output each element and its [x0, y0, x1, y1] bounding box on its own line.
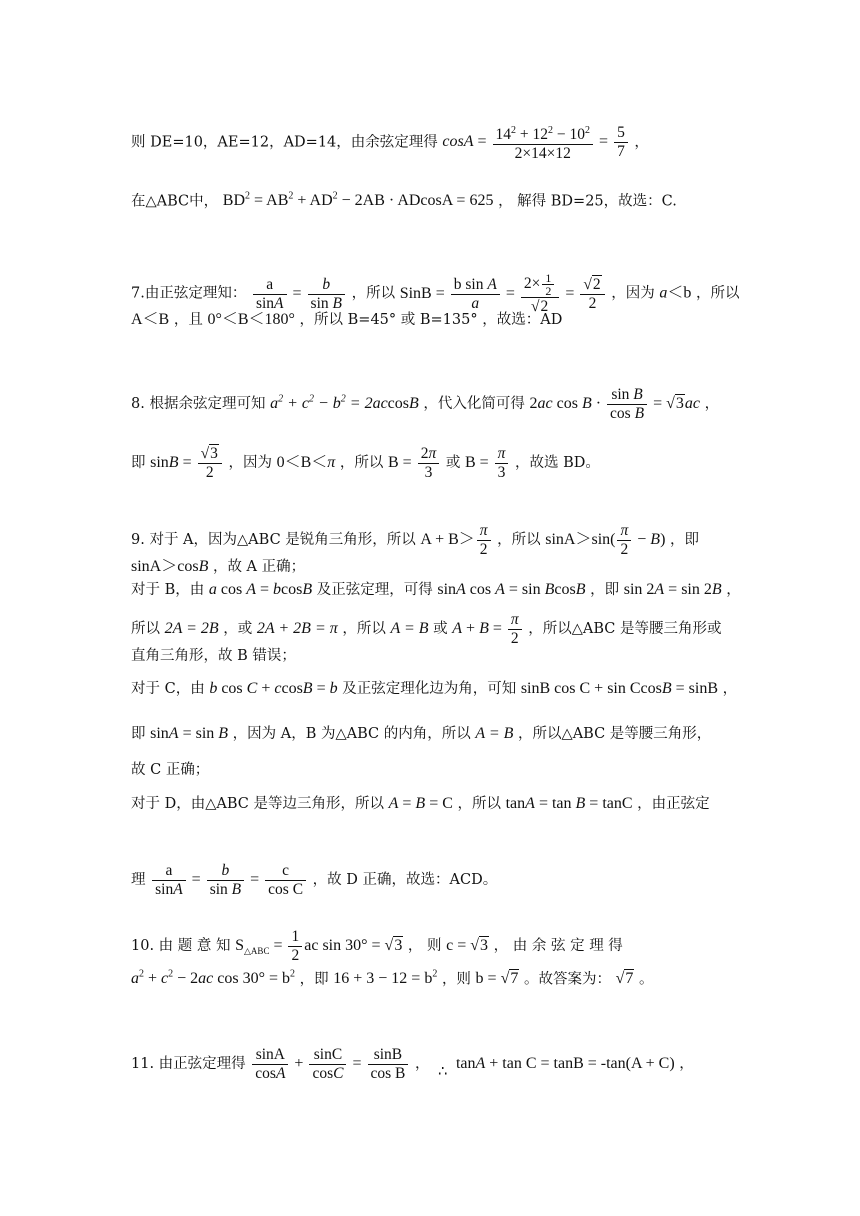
- text: ， 由 余 弦 定 理 得: [493, 938, 623, 955]
- text: ，: [722, 681, 738, 697]
- text: 则 DE=10，AE=12，AD=14，由余弦定理得: [131, 134, 438, 151]
- solution-line-1: [131, 122, 730, 163]
- text: ，或: [223, 621, 253, 638]
- text: 对于 D，由△ABC 是等边三角形，所以: [131, 796, 384, 812]
- text: ，即: [590, 582, 620, 598]
- formula-sinA-gt: sinA＞sin( $\frac{\pi}{2}$ − B): [545, 522, 666, 558]
- solution-line-9: [131, 580, 741, 600]
- formula-2A-plus-2B: 2A + 2B = π: [256, 620, 338, 638]
- formula-area: $S_{\triangle ABC}$ = $\frac{1}{2}$ ac sin 30° = √3: [235, 928, 403, 964]
- solution-line-15: [131, 794, 730, 814]
- text: 8. 根据余弦定理可知: [131, 396, 266, 413]
- text: ，所以 B=45° 或 B=135° ，故选：AD: [299, 312, 563, 328]
- text: 。: [638, 971, 654, 988]
- text: ， 则: [407, 938, 442, 955]
- text: 10. 由 题 意 知: [131, 938, 231, 955]
- text: 及正弦定理化边为角，可知: [342, 681, 517, 697]
- solution-line-16: [131, 862, 730, 899]
- formula-B-range: 0°＜B＜180°: [207, 311, 295, 328]
- text: 对于 C，由: [131, 681, 205, 697]
- text: ，: [704, 396, 720, 413]
- formula-cosA: cosA = $\frac{14^2 + 12^2 - 10^2}{2\times 14\times 12}$ = $\frac{5}{7}$: [442, 133, 629, 150]
- text: ， 解得 BD=25，故选：C.: [498, 193, 677, 210]
- text: 9. 对于 A，因为△ABC 是锐角三角形，所以: [131, 532, 416, 549]
- formula-16: $16 + 3 - 12 = b^2$: [333, 969, 438, 988]
- solution-line-14: [131, 760, 730, 780]
- formula-sinBcosC: sinB cos C + sin CcosB = sinB: [520, 680, 719, 697]
- solution-line-17: [131, 928, 730, 965]
- solution-line-7: [131, 522, 730, 559]
- formula-sin2A: sin 2A = sin 2B: [623, 581, 722, 598]
- text: 在△ABC中，: [131, 193, 219, 210]
- text: ，且: [173, 312, 203, 328]
- solution-line-13: [131, 724, 730, 744]
- formula-sinB-val: sinB = $\frac{√3}{2}$: [150, 454, 224, 471]
- solution-line-10: [131, 611, 730, 648]
- text: ，由正弦定: [637, 796, 710, 812]
- formula-cos-law: $a^2 + c^2 - b^2 = 2accosB$: [270, 393, 419, 413]
- formula-bcosC: b cos C + ccosB = b: [209, 680, 338, 697]
- formula-A-plus-B: A + B = $\frac{\pi}{2}$: [452, 620, 523, 637]
- text: 直角三角形，故 B 错误；: [131, 648, 296, 664]
- text: ，所以: [695, 285, 740, 302]
- formula-B-pi3: B = $\frac{\pi}{3}$: [465, 454, 510, 471]
- formula-sinA-sinB: sinA = sin B: [150, 725, 229, 742]
- text: ，因为: [228, 455, 272, 472]
- formula-c: c = √3: [446, 937, 489, 955]
- text: ，则: [441, 971, 471, 988]
- text: ，即: [299, 971, 329, 988]
- text: ，所以: [497, 532, 541, 549]
- text: ，故 D 正确，故选：ACD。: [312, 872, 498, 889]
- solution-line-19: [131, 1046, 730, 1083]
- text: ，所以: [457, 796, 501, 812]
- formula-A-lt-B: A＜B: [131, 311, 170, 328]
- text: 7.由正弦定理知：: [131, 285, 247, 302]
- formula-acosA: a cos A = bcosB: [208, 581, 313, 598]
- text: 即: [131, 726, 146, 742]
- text: ，所以△ABC 是等腰三角形，: [518, 726, 712, 742]
- text: 故 C 正确；: [131, 762, 210, 778]
- text: ，: [634, 134, 649, 151]
- text: 即: [131, 455, 146, 472]
- text: ，: [679, 1056, 694, 1073]
- formula-sine-law: $\frac{a}{\sin A}$ = $\frac{b}{\text{sin B}}$: [251, 285, 347, 302]
- formula-answer: √7: [615, 970, 634, 988]
- formula-B-pi: 0＜B＜π: [276, 454, 336, 472]
- solution-line-2: [131, 187, 730, 211]
- text: 或: [433, 621, 448, 638]
- solution-line-18: [131, 965, 730, 989]
- solution-line-8: [131, 557, 730, 577]
- text: ，故选 BD。: [515, 455, 600, 472]
- text: 理: [131, 872, 146, 889]
- formula-tan: tanA = tan B = tanC: [505, 795, 633, 812]
- formula-ratio: $\frac{a}{\sin A}$ = $\frac{b}{\text{sin B}}$ = $\frac{c}{\text{cos C}}$: [150, 871, 308, 888]
- text: 或: [445, 455, 461, 472]
- text: ，所以△ABC 是等腰三角形或: [528, 621, 722, 638]
- therefore-symbol: ∴: [438, 1064, 448, 1081]
- text: 所以: [131, 621, 160, 638]
- formula-sinB: SinB = $\frac{\text{b sin A}}{a}$ = 2× $\frac{1}{2}$ √2 = $\frac{√2}{2}$: [400, 285, 607, 302]
- text: ，因为: [611, 285, 655, 302]
- formula-b-sqrt7: b = √7: [475, 970, 519, 988]
- solution-line-4: [131, 310, 730, 330]
- formula-simplify: 2ac cos B · $\frac{\text{sin B}}{\text{cos B}}$ = √3ac: [529, 386, 700, 422]
- solution-line-5: [131, 386, 730, 423]
- formula-tan-sum: $\frac{\sin A}{\cos A}$ + $\frac{\sin C}{\cos C}$ = $\frac{\sin B}{\text{cos B}}$: [250, 1055, 410, 1072]
- text: 对于 B，由: [131, 582, 205, 598]
- text: ，代入化简可得: [423, 396, 525, 413]
- formula-BD: $BD^2 = AB^2 + AD^2 - 2AB \cdot ADcosA = 625$: [222, 191, 494, 210]
- text: 11. 由正弦定理得: [131, 1056, 246, 1073]
- formula-cos30: $a^2 + c^2 - 2ac$ $\cos 30^\circ = b^2$: [131, 969, 296, 988]
- text: ，所以: [339, 455, 384, 472]
- formula-sinA-cosB: sinA＞cosB: [131, 558, 209, 575]
- text: ，: [726, 582, 741, 598]
- solution-line-12: [131, 679, 738, 699]
- formula-tan-identity: tanA + tan C = tanB = -tan(A + C): [455, 1055, 675, 1073]
- solution-line-6: [131, 445, 730, 482]
- formula-A-B-C: A = B = C: [388, 795, 453, 812]
- formula-A-B: A = B: [475, 725, 514, 742]
- text: 及正弦定理，可得: [316, 582, 433, 598]
- formula-AplusB: A + B＞ $\frac{\pi}{2}$: [420, 531, 492, 548]
- text: ，故 A 正确；: [212, 559, 306, 575]
- solution-line-11: [131, 646, 730, 666]
- text: ，所以: [342, 621, 386, 638]
- formula-2A-2B: 2A = 2B: [164, 620, 219, 638]
- text: 。故答案为：: [523, 971, 611, 988]
- formula-B-2pi3: B = $\frac{2\pi}{3}$: [388, 454, 441, 471]
- formula-A-eq-B: A = B: [390, 620, 429, 638]
- formula-a-lt-b: a＜b: [659, 284, 692, 302]
- text: ，即: [670, 532, 699, 549]
- formula-sinAcosA: sinA cos A = sin BcosB: [437, 581, 586, 598]
- text: ，: [414, 1056, 430, 1073]
- text: ，所以: [351, 285, 396, 302]
- text: ，因为 A，B 为△ABC 的内角，所以: [232, 726, 471, 742]
